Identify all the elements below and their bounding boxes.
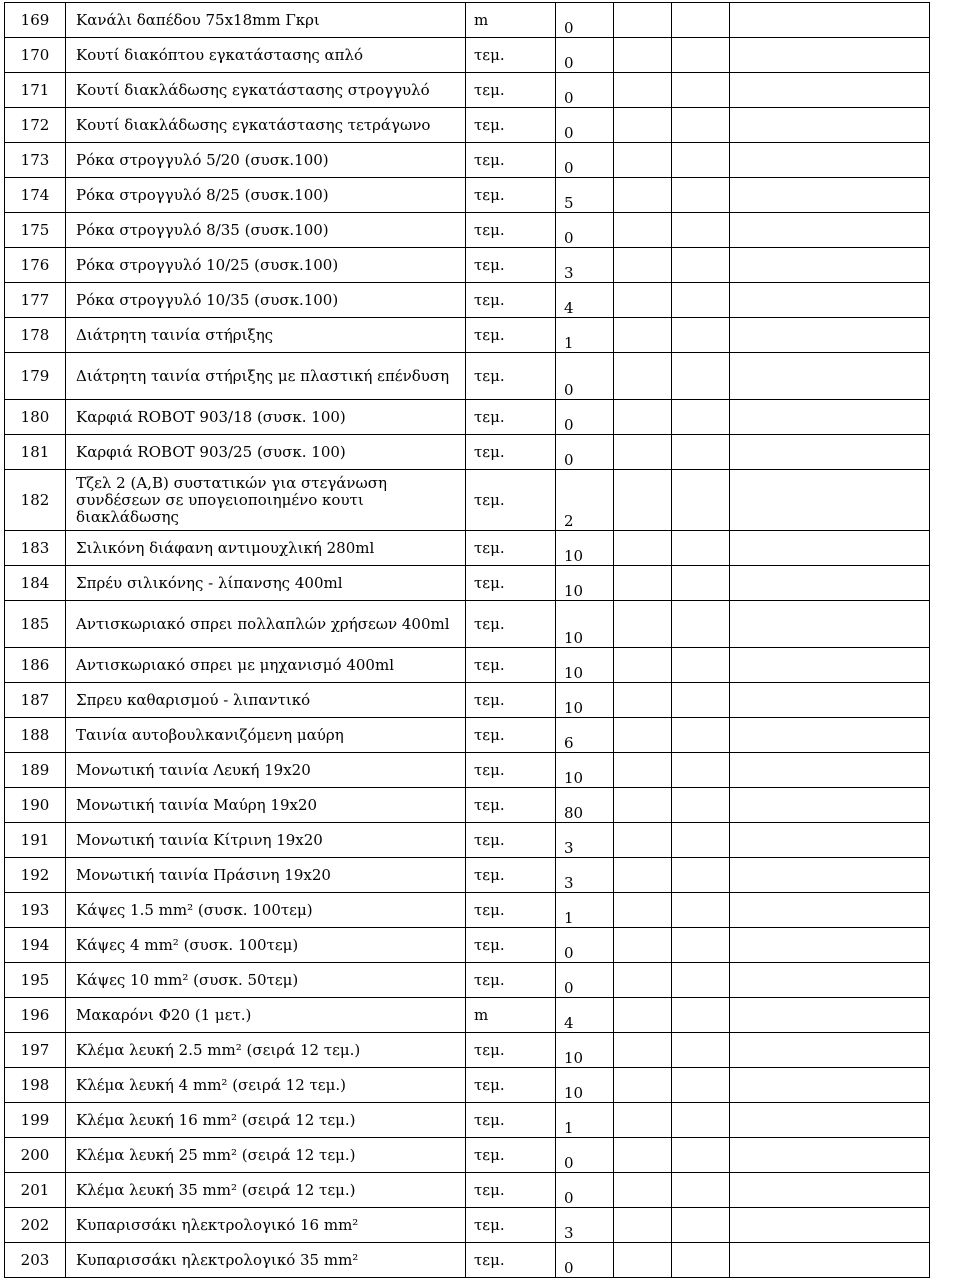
item-number-cell: 177 xyxy=(5,283,66,318)
empty-cell xyxy=(730,1033,930,1068)
item-number-cell: 202 xyxy=(5,1208,66,1243)
item-unit-cell: τεμ. xyxy=(466,1103,556,1138)
empty-cell xyxy=(730,400,930,435)
empty-cell xyxy=(614,1033,672,1068)
item-description-cell: Κουτί διακλάδωσης εγκατάστασης στρογγυλό xyxy=(66,73,466,108)
item-description-cell: Κυπαρισσάκι ηλεκτρολογικό 35 mm² xyxy=(66,1243,466,1278)
item-quantity-cell: 0 xyxy=(556,213,614,248)
item-unit-cell: τεμ. xyxy=(466,823,556,858)
item-quantity-cell: 1 xyxy=(556,1103,614,1138)
item-number-cell: 192 xyxy=(5,858,66,893)
item-quantity-cell: 1 xyxy=(556,318,614,353)
empty-cell xyxy=(614,1068,672,1103)
item-unit-cell: τεμ. xyxy=(466,143,556,178)
empty-cell xyxy=(614,73,672,108)
item-description-cell: Κουτί διακόπτου εγκατάστασης απλό xyxy=(66,38,466,73)
table-row xyxy=(5,823,930,858)
item-description-cell: Μονωτική ταινία Κίτρινη 19x20 xyxy=(66,823,466,858)
empty-cell xyxy=(614,683,672,718)
empty-cell xyxy=(614,1103,672,1138)
empty-cell xyxy=(614,470,672,531)
item-quantity-cell: 10 xyxy=(556,1033,614,1068)
item-quantity-cell: 0 xyxy=(556,38,614,73)
empty-cell xyxy=(614,213,672,248)
item-quantity-cell: 5 xyxy=(556,178,614,213)
item-description-cell: Κάψες 1.5 mm² (συσκ. 100τεμ) xyxy=(66,893,466,928)
table-row xyxy=(5,470,930,531)
table-row xyxy=(5,178,930,213)
table-row xyxy=(5,1208,930,1243)
empty-cell xyxy=(730,1208,930,1243)
table-row xyxy=(5,858,930,893)
table-row xyxy=(5,1173,930,1208)
empty-cell xyxy=(672,213,730,248)
empty-cell xyxy=(614,318,672,353)
empty-cell xyxy=(672,400,730,435)
empty-cell xyxy=(672,601,730,648)
empty-cell xyxy=(614,283,672,318)
empty-cell xyxy=(672,788,730,823)
item-unit-cell: τεμ. xyxy=(466,73,556,108)
table-row xyxy=(5,143,930,178)
item-quantity-cell: 1 xyxy=(556,893,614,928)
item-quantity-cell: 0 xyxy=(556,400,614,435)
empty-cell xyxy=(672,893,730,928)
empty-cell xyxy=(672,108,730,143)
item-number-cell: 176 xyxy=(5,248,66,283)
empty-cell xyxy=(672,566,730,601)
empty-cell xyxy=(730,648,930,683)
item-quantity-cell: 2 xyxy=(556,470,614,531)
empty-cell xyxy=(614,893,672,928)
table-row xyxy=(5,531,930,566)
empty-cell xyxy=(672,1103,730,1138)
item-description-cell: Κλέμα λευκή 16 mm² (σειρά 12 τεμ.) xyxy=(66,1103,466,1138)
item-unit-cell: τεμ. xyxy=(466,470,556,531)
item-number-cell: 181 xyxy=(5,435,66,470)
item-unit-cell: τεμ. xyxy=(466,531,556,566)
item-unit-cell: τεμ. xyxy=(466,318,556,353)
table-row xyxy=(5,1033,930,1068)
empty-cell xyxy=(730,283,930,318)
item-unit-cell: τεμ. xyxy=(466,601,556,648)
item-quantity-cell: 6 xyxy=(556,718,614,753)
empty-cell xyxy=(672,648,730,683)
empty-cell xyxy=(672,248,730,283)
empty-cell xyxy=(614,648,672,683)
table-row xyxy=(5,1243,930,1278)
item-description-cell: Αντισκωριακό σπρει με μηχανισμό 400ml xyxy=(66,648,466,683)
empty-cell xyxy=(614,928,672,963)
empty-cell xyxy=(730,1138,930,1173)
empty-cell xyxy=(730,435,930,470)
empty-cell xyxy=(614,718,672,753)
item-description-cell: Ρόκα στρογγυλό 5/20 (συσκ.100) xyxy=(66,143,466,178)
item-description-cell: Ρόκα στρογγυλό 10/25 (συσκ.100) xyxy=(66,248,466,283)
table-row xyxy=(5,248,930,283)
item-quantity-cell: 10 xyxy=(556,1068,614,1103)
empty-cell xyxy=(730,178,930,213)
item-quantity-cell: 4 xyxy=(556,283,614,318)
table-row xyxy=(5,928,930,963)
item-description-cell: Αντισκωριακό σπρει πολλαπλών χρήσεων 400ml xyxy=(66,601,466,648)
item-number-cell: 199 xyxy=(5,1103,66,1138)
empty-cell xyxy=(614,143,672,178)
item-quantity-cell: 0 xyxy=(556,108,614,143)
empty-cell xyxy=(730,38,930,73)
item-number-cell: 195 xyxy=(5,963,66,998)
empty-cell xyxy=(730,3,930,38)
empty-cell xyxy=(730,318,930,353)
table-row xyxy=(5,38,930,73)
empty-cell xyxy=(672,435,730,470)
table-row xyxy=(5,683,930,718)
item-quantity-cell: 10 xyxy=(556,601,614,648)
empty-cell xyxy=(730,788,930,823)
item-quantity-cell: 3 xyxy=(556,823,614,858)
empty-cell xyxy=(730,893,930,928)
item-number-cell: 173 xyxy=(5,143,66,178)
item-quantity-cell: 0 xyxy=(556,1243,614,1278)
item-quantity-cell: 0 xyxy=(556,1173,614,1208)
empty-cell xyxy=(672,858,730,893)
empty-cell xyxy=(730,1243,930,1278)
empty-cell xyxy=(672,1138,730,1173)
empty-cell xyxy=(614,38,672,73)
item-unit-cell: τεμ. xyxy=(466,1173,556,1208)
item-number-cell: 179 xyxy=(5,353,66,400)
item-quantity-cell: 0 xyxy=(556,1138,614,1173)
items-table xyxy=(4,2,930,1278)
empty-cell xyxy=(672,143,730,178)
empty-cell xyxy=(730,858,930,893)
empty-cell xyxy=(730,963,930,998)
table-row xyxy=(5,893,930,928)
item-quantity-cell: 10 xyxy=(556,648,614,683)
empty-cell xyxy=(614,998,672,1033)
item-number-cell: 200 xyxy=(5,1138,66,1173)
item-number-cell: 201 xyxy=(5,1173,66,1208)
item-number-cell: 175 xyxy=(5,213,66,248)
item-quantity-cell: 3 xyxy=(556,248,614,283)
item-description-cell: Κλέμα λευκή 25 mm² (σειρά 12 τεμ.) xyxy=(66,1138,466,1173)
item-number-cell: 194 xyxy=(5,928,66,963)
item-number-cell: 185 xyxy=(5,601,66,648)
table-row xyxy=(5,73,930,108)
table-row xyxy=(5,1103,930,1138)
item-quantity-cell: 3 xyxy=(556,1208,614,1243)
item-quantity-cell: 10 xyxy=(556,566,614,601)
item-number-cell: 169 xyxy=(5,3,66,38)
empty-cell xyxy=(730,531,930,566)
item-quantity-cell: 10 xyxy=(556,531,614,566)
item-unit-cell: τεμ. xyxy=(466,1243,556,1278)
empty-cell xyxy=(730,213,930,248)
table-row xyxy=(5,353,930,400)
empty-cell xyxy=(730,73,930,108)
item-description-cell: Μονωτική ταινία Λευκή 19x20 xyxy=(66,753,466,788)
table-row xyxy=(5,108,930,143)
item-number-cell: 203 xyxy=(5,1243,66,1278)
empty-cell xyxy=(614,601,672,648)
item-unit-cell: τεμ. xyxy=(466,1068,556,1103)
empty-cell xyxy=(672,1068,730,1103)
item-number-cell: 174 xyxy=(5,178,66,213)
item-unit-cell: τεμ. xyxy=(466,213,556,248)
table-row xyxy=(5,400,930,435)
item-description-cell: Κλέμα λευκή 2.5 mm² (σειρά 12 τεμ.) xyxy=(66,1033,466,1068)
table-row xyxy=(5,718,930,753)
empty-cell xyxy=(672,1173,730,1208)
item-description-cell: Σπρευ καθαρισμού - λιπαντικό xyxy=(66,683,466,718)
item-quantity-cell: 0 xyxy=(556,143,614,178)
empty-cell xyxy=(730,248,930,283)
item-quantity-cell: 0 xyxy=(556,353,614,400)
item-number-cell: 180 xyxy=(5,400,66,435)
empty-cell xyxy=(614,435,672,470)
item-unit-cell: τεμ. xyxy=(466,858,556,893)
empty-cell xyxy=(730,683,930,718)
item-unit-cell: τεμ. xyxy=(466,893,556,928)
empty-cell xyxy=(672,353,730,400)
table-row xyxy=(5,318,930,353)
item-quantity-cell: 0 xyxy=(556,928,614,963)
empty-cell xyxy=(614,531,672,566)
empty-cell xyxy=(672,753,730,788)
item-number-cell: 190 xyxy=(5,788,66,823)
table-row xyxy=(5,435,930,470)
item-unit-cell: τεμ. xyxy=(466,400,556,435)
item-description-cell: Κλέμα λευκή 35 mm² (σειρά 12 τεμ.) xyxy=(66,1173,466,1208)
item-quantity-cell: 0 xyxy=(556,963,614,998)
table-row xyxy=(5,753,930,788)
empty-cell xyxy=(672,38,730,73)
empty-cell xyxy=(672,283,730,318)
empty-cell xyxy=(672,73,730,108)
empty-cell xyxy=(730,108,930,143)
table-row xyxy=(5,213,930,248)
empty-cell xyxy=(730,353,930,400)
item-number-cell: 171 xyxy=(5,73,66,108)
empty-cell xyxy=(730,718,930,753)
table-row xyxy=(5,788,930,823)
empty-cell xyxy=(672,1208,730,1243)
item-number-cell: 189 xyxy=(5,753,66,788)
item-unit-cell: τεμ. xyxy=(466,1033,556,1068)
item-unit-cell: τεμ. xyxy=(466,648,556,683)
item-number-cell: 193 xyxy=(5,893,66,928)
item-description-cell: Τζελ 2 (Α,Β) συστατικών για στεγάνωση συνδέσεων σε υπογειοποιημένο κουτι διακλάδωσης xyxy=(66,470,466,531)
item-number-cell: 197 xyxy=(5,1033,66,1068)
table-row xyxy=(5,566,930,601)
empty-cell xyxy=(614,248,672,283)
item-unit-cell: τεμ. xyxy=(466,566,556,601)
item-description-cell: Μονωτική ταινία Πράσινη 19x20 xyxy=(66,858,466,893)
empty-cell xyxy=(614,3,672,38)
empty-cell xyxy=(672,998,730,1033)
items-table-body xyxy=(5,3,930,1278)
item-description-cell: Κάψες 4 mm² (συσκ. 100τεμ) xyxy=(66,928,466,963)
item-description-cell: Καρφιά ROBOT 903/18 (συσκ. 100) xyxy=(66,400,466,435)
item-unit-cell: τεμ. xyxy=(466,38,556,73)
empty-cell xyxy=(614,1173,672,1208)
empty-cell xyxy=(614,963,672,998)
item-description-cell: Κυπαρισσάκι ηλεκτρολογικό 16 mm² xyxy=(66,1208,466,1243)
item-quantity-cell: 0 xyxy=(556,3,614,38)
empty-cell xyxy=(730,1103,930,1138)
item-quantity-cell: 10 xyxy=(556,683,614,718)
item-unit-cell: τεμ. xyxy=(466,788,556,823)
item-number-cell: 188 xyxy=(5,718,66,753)
item-description-cell: Κανάλι δαπέδου 75x18mm Γκρι xyxy=(66,3,466,38)
empty-cell xyxy=(730,753,930,788)
empty-cell xyxy=(672,823,730,858)
item-description-cell: Καρφιά ROBOT 903/25 (συσκ. 100) xyxy=(66,435,466,470)
item-number-cell: 184 xyxy=(5,566,66,601)
item-description-cell: Κουτί διακλάδωσης εγκατάστασης τετράγωνο xyxy=(66,108,466,143)
item-description-cell: Ρόκα στρογγυλό 10/35 (συσκ.100) xyxy=(66,283,466,318)
table-row xyxy=(5,963,930,998)
empty-cell xyxy=(730,823,930,858)
item-unit-cell: τεμ. xyxy=(466,248,556,283)
item-number-cell: 191 xyxy=(5,823,66,858)
item-number-cell: 198 xyxy=(5,1068,66,1103)
table-row xyxy=(5,1138,930,1173)
item-quantity-cell: 3 xyxy=(556,858,614,893)
empty-cell xyxy=(730,928,930,963)
empty-cell xyxy=(614,178,672,213)
table-row xyxy=(5,3,930,38)
item-description-cell: Σιλικόνη διάφανη αντιμουχλική 280ml xyxy=(66,531,466,566)
item-number-cell: 183 xyxy=(5,531,66,566)
item-description-cell: Κάψες 10 mm² (συσκ. 50τεμ) xyxy=(66,963,466,998)
item-description-cell: Διάτρητη ταινία στήριξης xyxy=(66,318,466,353)
item-quantity-cell: 4 xyxy=(556,998,614,1033)
item-number-cell: 187 xyxy=(5,683,66,718)
item-unit-cell: τεμ. xyxy=(466,1208,556,1243)
empty-cell xyxy=(730,1068,930,1103)
empty-cell xyxy=(614,1243,672,1278)
item-description-cell: Σπρέυ σιλικόνης - λίπανσης 400ml xyxy=(66,566,466,601)
item-unit-cell: m xyxy=(466,3,556,38)
item-quantity-cell: 0 xyxy=(556,435,614,470)
empty-cell xyxy=(672,683,730,718)
item-description-cell: Ρόκα στρογγυλό 8/35 (συσκ.100) xyxy=(66,213,466,248)
empty-cell xyxy=(672,531,730,566)
item-number-cell: 170 xyxy=(5,38,66,73)
table-row xyxy=(5,601,930,648)
item-unit-cell: τεμ. xyxy=(466,963,556,998)
item-number-cell: 178 xyxy=(5,318,66,353)
empty-cell xyxy=(614,823,672,858)
item-unit-cell: τεμ. xyxy=(466,1138,556,1173)
empty-cell xyxy=(672,718,730,753)
empty-cell xyxy=(672,318,730,353)
empty-cell xyxy=(614,400,672,435)
item-number-cell: 172 xyxy=(5,108,66,143)
empty-cell xyxy=(672,470,730,531)
empty-cell xyxy=(672,1033,730,1068)
item-unit-cell: τεμ. xyxy=(466,928,556,963)
empty-cell xyxy=(730,566,930,601)
item-unit-cell: τεμ. xyxy=(466,718,556,753)
table-row xyxy=(5,1068,930,1103)
item-quantity-cell: 10 xyxy=(556,753,614,788)
item-number-cell: 196 xyxy=(5,998,66,1033)
empty-cell xyxy=(614,566,672,601)
item-number-cell: 186 xyxy=(5,648,66,683)
item-unit-cell: τεμ. xyxy=(466,283,556,318)
item-quantity-cell: 0 xyxy=(556,73,614,108)
item-unit-cell: τεμ. xyxy=(466,683,556,718)
table-row xyxy=(5,998,930,1033)
item-description-cell: Μακαρόνι Φ20 (1 μετ.) xyxy=(66,998,466,1033)
empty-cell xyxy=(672,3,730,38)
empty-cell xyxy=(730,1173,930,1208)
empty-cell xyxy=(614,1138,672,1173)
empty-cell xyxy=(614,858,672,893)
item-description-cell: Μονωτική ταινία Μαύρη 19x20 xyxy=(66,788,466,823)
item-unit-cell: τεμ. xyxy=(466,435,556,470)
empty-cell xyxy=(614,788,672,823)
table-row xyxy=(5,648,930,683)
item-description-cell: Ταινία αυτοβουλκανιζόμενη μαύρη xyxy=(66,718,466,753)
item-unit-cell: τεμ. xyxy=(466,353,556,400)
empty-cell xyxy=(614,108,672,143)
item-description-cell: Διάτρητη ταινία στήριξης με πλαστική επένδυση xyxy=(66,353,466,400)
item-number-cell: 182 xyxy=(5,470,66,531)
table-row xyxy=(5,283,930,318)
empty-cell xyxy=(614,753,672,788)
item-unit-cell: τεμ. xyxy=(466,178,556,213)
item-description-cell: Κλέμα λευκή 4 mm² (σειρά 12 τεμ.) xyxy=(66,1068,466,1103)
empty-cell xyxy=(614,1208,672,1243)
empty-cell xyxy=(672,1243,730,1278)
item-unit-cell: m xyxy=(466,998,556,1033)
item-unit-cell: τεμ. xyxy=(466,753,556,788)
item-unit-cell: τεμ. xyxy=(466,108,556,143)
item-quantity-cell: 80 xyxy=(556,788,614,823)
empty-cell xyxy=(730,470,930,531)
empty-cell xyxy=(614,353,672,400)
empty-cell xyxy=(672,928,730,963)
empty-cell xyxy=(730,143,930,178)
item-description-cell: Ρόκα στρογγυλό 8/25 (συσκ.100) xyxy=(66,178,466,213)
empty-cell xyxy=(730,998,930,1033)
empty-cell xyxy=(672,178,730,213)
empty-cell xyxy=(672,963,730,998)
empty-cell xyxy=(730,601,930,648)
